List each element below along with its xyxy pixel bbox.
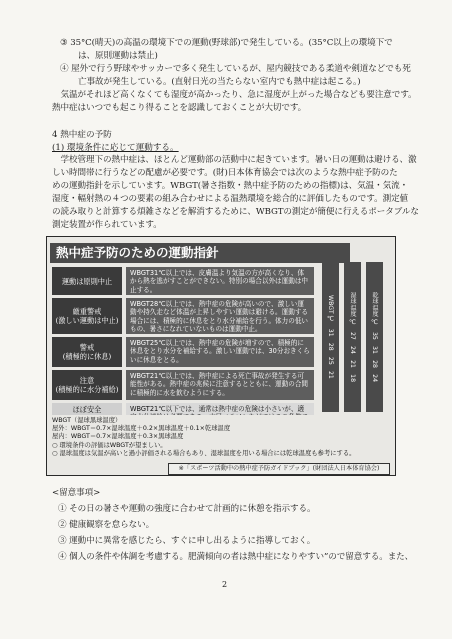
guideline-row (52, 403, 314, 415)
figure-source: ※「スポーツ活動中の熱中症予防ガイドブック」(財団法人日本体育協会) (168, 463, 390, 475)
row-text: WBGT25℃以上では、熱中症の危険が増すので、積極的に休息をとり水分を補給する。激しい運動では、30分おきくらいに休息をとる。 (126, 337, 314, 367)
page-number: 2 (222, 580, 228, 589)
row-label (52, 298, 122, 334)
subsection-heading: (1) 環境条件に応じて運動する。 (52, 143, 179, 153)
caution-item: ① その日の暑さや運動の強度に合わせて計画的に休憩を指示する。 (58, 504, 316, 514)
row-label-line: (積極的に休息) (62, 352, 112, 361)
note-line: 屋外：WBGT＝0.7×湿球温度＋0.2×黒球温度＋0.1×乾球温度 (52, 425, 231, 433)
paragraph-line-1: 気温がそれほど高くなくても湿度が高かったり、急に湿度が上がった場合なども要注意です。 (52, 90, 417, 100)
section-heading: 4 熱中症の予防 (52, 130, 112, 140)
paragraph-line-2: 熱中症はいつでも起こり得ることを認識しておくことが大切です。 (52, 103, 307, 113)
body-line-1: 学校管理下の熱中症は、ほとんど運動部の活動中に起きています。暑い日の運動は避ける、激 (52, 155, 417, 165)
row-label-line: (激しい運動は中止) (55, 316, 119, 325)
row-label-line: ほぼ安全 (72, 404, 102, 414)
row-label (52, 267, 122, 295)
wbgt-scale: WBGT ℃ 31 28 25 21 (322, 262, 339, 412)
body-line-6: 測定装置が作られています。 (52, 220, 162, 230)
caution-item: ④ 個人の条件や体調を考慮する。肥満傾向の者は熱中症になりやすい”ので留意する。また、 (58, 552, 414, 562)
row-label (52, 403, 122, 415)
row-text: WBGT31℃以上では、皮膚温より気温の方が高くなり、体から熱を逃がすことができない。特別の場合以外は運動は中止する。 (126, 267, 314, 295)
caution-item: ② 健康観察を怠らない。 (58, 520, 155, 530)
body-line-3: めの運動指針を示しています。WBGT(暑さ指数・熱中症予防のための指標)は、気温・気流・ (52, 181, 409, 191)
note-line: ○ 環境条件の評価はWBGTが望ましい。 (52, 441, 167, 449)
guideline-row (52, 267, 314, 295)
row-text: WBGT21℃以下では、通常は熱中症の危険は小さいが、適 (126, 403, 314, 415)
caution-heading: <留意事項> (52, 488, 101, 498)
row-label (52, 370, 122, 400)
body-line-2: しい時間帯に行うなどの配慮が必要です。(財)日本体育協会では次のような熱中症予防のた (52, 168, 398, 178)
dry-bulb-scale: 乾球温度 ℃ 35 31 28 24 (366, 262, 383, 412)
row-label-line: 注意 (79, 376, 95, 385)
item-3-line-1: ③ 35°C(晴天)の高温の環境下での運動(野球部)で発生している。(35°C以上の環境下で (60, 38, 393, 48)
row-label-line: (積極的に水分補給) (55, 385, 119, 394)
temperature-scale (318, 262, 390, 412)
row-text: WBGT28℃以上では、熱中症の危険が高いので、激しい運動や持久走など体温が上昇しやすい運動は避ける。運動する場合には、積極的に休息をとり水分補給を行う。体力の低いもの、暑さになれていないものは運動中止。 (126, 298, 314, 334)
body-line-5: の読み取りと計算する煩雑さなどを解消するために、WBGTの測定が簡便に行えるポータブルな (52, 207, 419, 217)
figure-title: 熱中症予防のための運動指針 (50, 243, 350, 263)
wet-bulb-scale: 湿球温度 ℃ 27 24 21 18 (344, 262, 361, 412)
row-text: WBGT21℃以上では、熱中症による死亡事故が発生する可能性がある。熱中症の兆候に注意するとともに、運動の合間に積極的に水を飲むようにする。 (126, 370, 314, 400)
caution-item: ③ 運動中に異常を感じたら、すぐに申し出るように指導しておく。 (58, 536, 316, 546)
guideline-row (52, 298, 314, 334)
figure-notes (52, 417, 388, 458)
body-line-4: 湿度・輻射熱の４つの要素の組み合わせによる温熱環境を総合的に評価したものです。測定値 (52, 194, 409, 204)
guideline-row (52, 370, 314, 400)
guideline-row (52, 337, 314, 367)
note-line: WBGT（湿球黒球温度） (52, 417, 122, 424)
item-3-line-2: は、原則運動は禁止) (78, 51, 158, 61)
item-4-line-2: 亡事故が発生している。(直射日光の当たらない室内でも熱中症は起こる。) (78, 77, 361, 87)
item-4-line-1: ④ 屋外で行う野球やサッカーで多く発生しているが、屋内競技である柔道や剣道などでも死 (60, 64, 411, 74)
row-label-line: 警戒 (79, 343, 95, 352)
row-label-line: 厳重警戒 (72, 307, 102, 316)
note-line: ○ 湿球温度は気温が高いと過小評価される場合もあり、湿球温度を用いる場合には乾球温度も参考にする。 (52, 449, 356, 457)
note-line: 屋内：WBGT＝0.7×湿球温度＋0.3×黒球温度 (52, 433, 184, 441)
row-label (52, 337, 122, 367)
row-label-line: 運動は原則中止 (61, 276, 113, 286)
